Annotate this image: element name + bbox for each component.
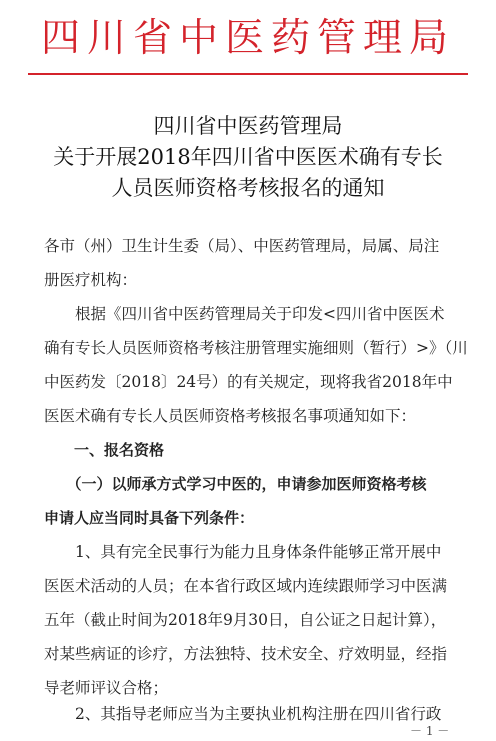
doc-title-line-3: 人员医师资格考核报名的通知 xyxy=(111,176,385,200)
body-line: 各市（州）卫生计生委（局）、中医药管理局，局属、局注 xyxy=(44,237,440,255)
doc-title-line-2: 关于开展2018年四川省中医医术确有专长 xyxy=(53,145,443,169)
section-heading: 一、报名资格 xyxy=(44,441,165,459)
body-line: 根据《四川省中医药管理局关于印发<四川省中医医术 xyxy=(44,305,445,323)
body-line: 1、具有完全民事行为能力且身体条件能够正常开展中 xyxy=(44,543,442,561)
body-line: 对某些病证的诊疗，方法独特、技术安全、疗效明显，经指 xyxy=(44,645,448,663)
page-number: － 1 － xyxy=(410,724,450,738)
body-line: 2、其指导老师应当为主要执业机构注册在四川省行政 xyxy=(44,705,442,723)
subsection-heading: 申请人应当同时具备下列条件： xyxy=(44,509,255,527)
doc-title-line-1: 四川省中医药管理局 xyxy=(153,114,343,138)
body-line: 确有专长人员医师资格考核注册管理实施细则（暂行）>》（川 xyxy=(44,339,468,357)
body-line: 医医术确有专长人员医师资格考核报名事项通知如下： xyxy=(44,407,417,425)
masthead-divider xyxy=(28,73,468,75)
body-line: 册医疗机构： xyxy=(44,271,138,289)
masthead-title: 四川省中医药管理局 xyxy=(40,16,455,61)
subsection-heading: （一）以师承方式学习中医的，申请参加医师资格考核 xyxy=(44,475,427,493)
body-line: 五年（截止时间为2018年9月30日，自公证之日起计算）， xyxy=(44,611,447,629)
body-line: 医医术活动的人员；在本省行政区域内连续跟师学习中医满 xyxy=(44,577,448,595)
body-line: 中医药发〔2018〕24号）的有关规定，现将我省2018年中 xyxy=(44,373,453,391)
body-line: 导老师评议合格； xyxy=(44,679,169,697)
